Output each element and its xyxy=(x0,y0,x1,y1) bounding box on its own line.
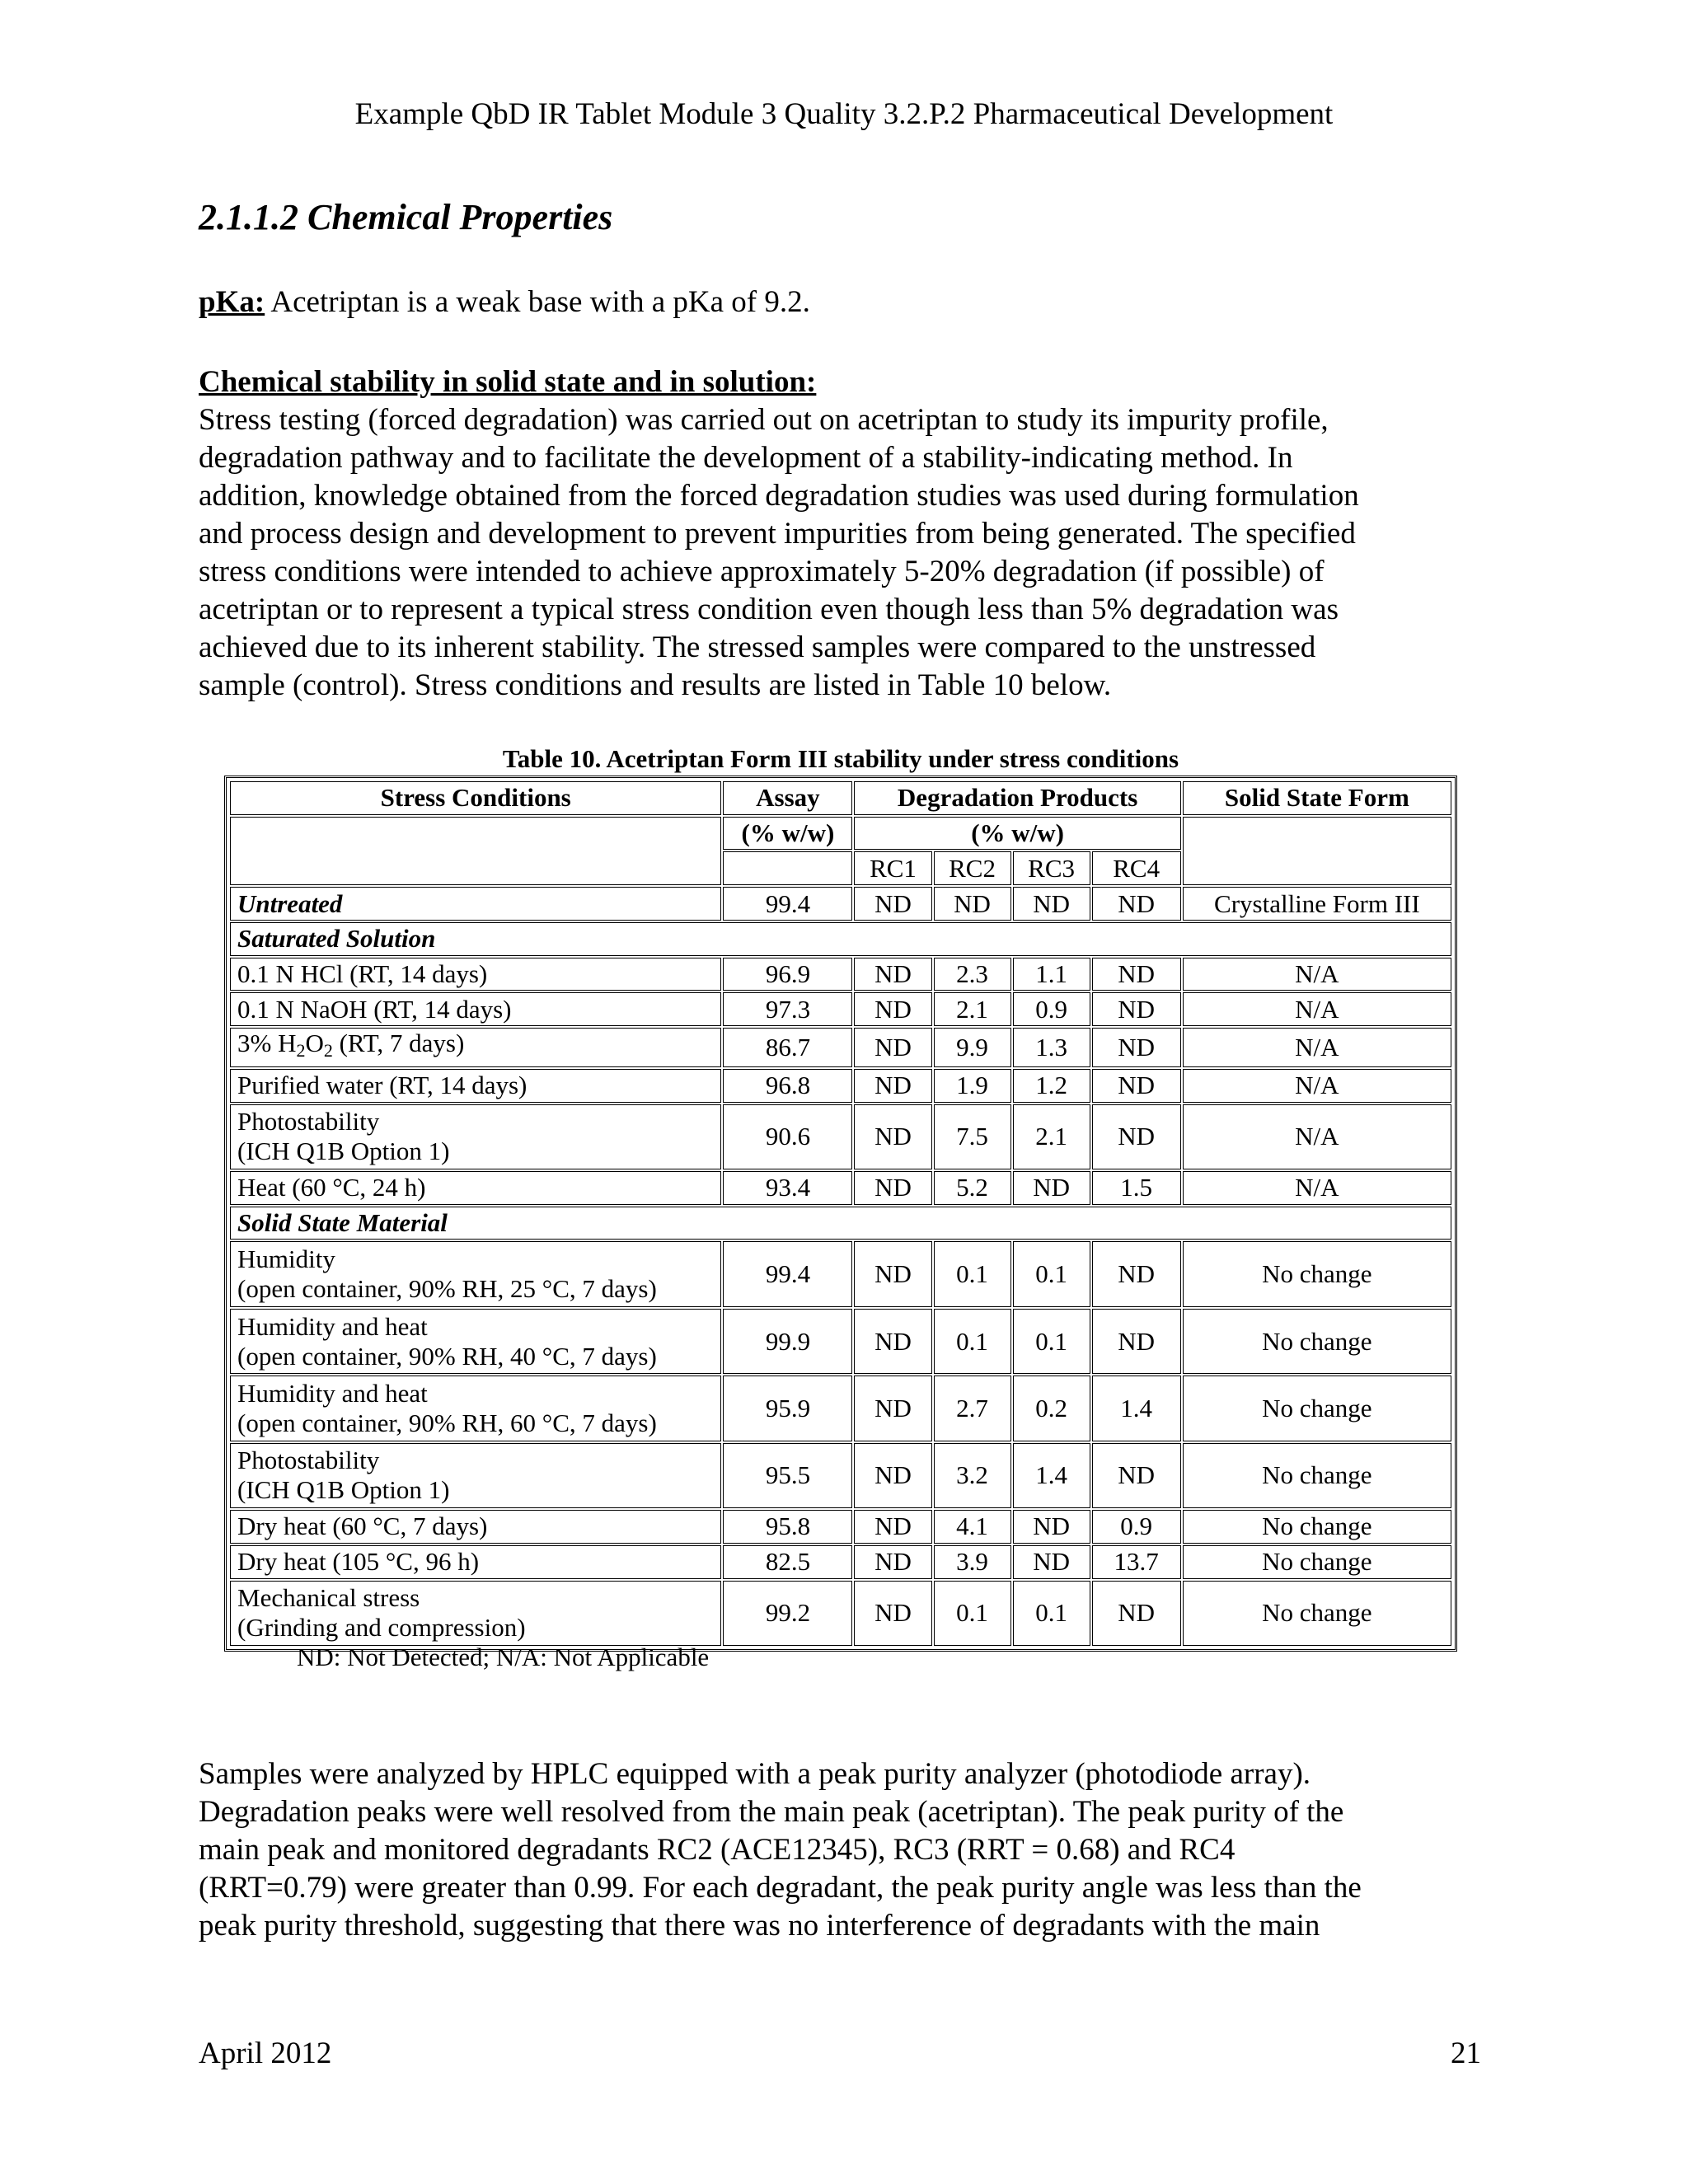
cell-condition: Dry heat (105 °C, 96 h) xyxy=(230,1545,721,1579)
cell-solid-state: N/A xyxy=(1183,1069,1451,1103)
cell-rc1: ND xyxy=(854,1309,931,1374)
header-rc1: RC1 xyxy=(854,851,931,885)
cell-rc4: 1.5 xyxy=(1092,1171,1181,1205)
cell-rc2: 3.2 xyxy=(934,1443,1011,1508)
cell-condition-line: (open container, 90% RH, 60 °C, 7 days) xyxy=(237,1408,657,1437)
cell-rc3: 0.1 xyxy=(1013,1581,1090,1647)
cell-rc2: 5.2 xyxy=(934,1171,1011,1205)
cell-rc4: 0.9 xyxy=(1092,1510,1181,1544)
cell-rc1: ND xyxy=(854,1104,931,1169)
paragraph-1 xyxy=(199,401,1484,705)
paragraph-line: (RRT=0.79) were greater than 0.99. For each degradant, the peak purity angle was less than the xyxy=(199,1871,1362,1905)
cell-rc3: 0.1 xyxy=(1013,1309,1090,1374)
header-rc4: RC4 xyxy=(1092,851,1181,885)
cell-assay: 97.3 xyxy=(723,992,852,1026)
cell-rc3: 0.1 xyxy=(1013,1241,1090,1306)
cell-rc2: 4.1 xyxy=(934,1510,1011,1544)
cell-rc1: ND xyxy=(854,1545,931,1579)
header-rc2: RC2 xyxy=(934,851,1011,885)
cell-rc4: ND xyxy=(1092,1309,1181,1374)
cell-rc2: 7.5 xyxy=(934,1104,1011,1169)
cell-assay: 95.8 xyxy=(723,1510,852,1544)
cell-rc4: ND xyxy=(1092,1581,1181,1647)
header-empty xyxy=(1183,817,1451,885)
cell-condition: Dry heat (60 °C, 7 days) xyxy=(230,1510,721,1544)
cell-rc3: ND xyxy=(1013,887,1090,921)
cell-rc4: ND xyxy=(1092,958,1181,991)
table-row xyxy=(230,1510,1451,1544)
stability-table xyxy=(224,776,1457,1652)
cell-assay: 95.5 xyxy=(723,1443,852,1508)
cell-rc4: ND xyxy=(1092,1028,1181,1067)
cell-assay: 99.9 xyxy=(723,1309,852,1374)
table-row xyxy=(230,1309,1451,1374)
cell-solid-state: No change xyxy=(1183,1241,1451,1306)
header-degradation: Degradation Products xyxy=(854,781,1180,815)
paragraph-line: addition, knowledge obtained from the forced degradation studies was used during formulation xyxy=(199,479,1359,513)
cell-solid-state: N/A xyxy=(1183,1028,1451,1067)
cell-assay: 99.2 xyxy=(723,1581,852,1647)
cell-solid-state: No change xyxy=(1183,1376,1451,1441)
pka-label: pKa: xyxy=(199,285,265,319)
section-title: 2.1.1.2 Chemical Properties xyxy=(199,197,613,237)
cell-rc3: ND xyxy=(1013,1171,1090,1205)
stability-heading: Chemical stability in solid state and in solution: xyxy=(199,365,817,399)
cell-rc4: ND xyxy=(1092,1069,1181,1103)
cell-solid-state: No change xyxy=(1183,1581,1451,1647)
cell-condition: 3% $H_2O_2$ (RT, 7 days) xyxy=(230,1028,721,1067)
paragraph-line: achieved due to its inherent stability. The stressed samples were compared to the unstressed xyxy=(199,630,1316,664)
cell-assay: 96.8 xyxy=(723,1069,852,1103)
header-assay-unit: (% w/w) xyxy=(723,817,852,851)
cell-condition-line: (Grinding and compression) xyxy=(237,1613,526,1643)
cell-solid-state: N/A xyxy=(1183,1104,1451,1169)
cell-rc4: ND xyxy=(1092,1443,1181,1508)
cell-rc1: ND xyxy=(854,1376,931,1441)
paragraph-line: degradation pathway and to facilitate the development of a stability-indicating method. In xyxy=(199,441,1293,475)
cell-condition: 0.1 N NaOH (RT, 14 days) xyxy=(230,992,721,1026)
footer-date: April 2012 xyxy=(199,2036,332,2070)
cell-rc3: 0.9 xyxy=(1013,992,1090,1026)
cell-rc2: 2.1 xyxy=(934,992,1011,1026)
cell-assay: 86.7 xyxy=(723,1028,852,1067)
paragraph-line: main peak and monitored degradants RC2 (ACE12345), RC3 (RRT = 0.68) and RC4 xyxy=(199,1833,1236,1867)
cell-condition-line: Humidity and heat xyxy=(237,1311,428,1341)
cell-condition-line: Mechanical stress xyxy=(237,1583,420,1613)
cell-assay: 95.9 xyxy=(723,1376,852,1441)
cell-condition-line: (ICH Q1B Option 1) xyxy=(237,1475,450,1505)
table-row xyxy=(230,1069,1451,1103)
cell-rc3: ND xyxy=(1013,1545,1090,1579)
cell-rc1: ND xyxy=(854,958,931,991)
cell-rc2: 3.9 xyxy=(934,1545,1011,1579)
cell-assay: 90.6 xyxy=(723,1104,852,1169)
header-solid-state: Solid State Form xyxy=(1183,781,1451,815)
cell-rc1: ND xyxy=(854,1028,931,1067)
header-stress: Stress Conditions xyxy=(230,781,721,815)
cell-rc2: 0.1 xyxy=(934,1581,1011,1647)
cell-solid-state: No change xyxy=(1183,1510,1451,1544)
section-solid-state-material: Solid State Material xyxy=(230,1207,1451,1240)
cell-rc3: ND xyxy=(1013,1510,1090,1544)
cell-condition-line: (open container, 90% RH, 25 °C, 7 days) xyxy=(237,1274,657,1304)
cell-rc1: ND xyxy=(854,992,931,1026)
cell-rc1: ND xyxy=(854,1443,931,1508)
table-caption: Table 10. Acetriptan Form III stability under stress conditions xyxy=(502,744,1179,773)
cell-solid-state: No change xyxy=(1183,1443,1451,1508)
cell-rc2: ND xyxy=(934,887,1011,921)
cell-solid-state: No change xyxy=(1183,1545,1451,1579)
cell-rc1: ND xyxy=(854,1581,931,1647)
header-empty xyxy=(230,817,721,885)
cell-assay: 82.5 xyxy=(723,1545,852,1579)
header-empty xyxy=(723,851,852,885)
header-rc3: RC3 xyxy=(1013,851,1090,885)
cell-condition: Untreated xyxy=(230,887,721,921)
table-note: ND: Not Detected; N/A: Not Applicable xyxy=(297,1643,710,1671)
cell-solid-state: N/A xyxy=(1183,958,1451,991)
table-row xyxy=(230,1028,1451,1067)
cell-rc3: 1.2 xyxy=(1013,1069,1090,1103)
cell-assay: 93.4 xyxy=(723,1171,852,1205)
cell-condition-line: Humidity and heat xyxy=(237,1378,428,1408)
cell-condition xyxy=(230,1581,721,1647)
paragraph-line: stress conditions were intended to achieve approximately 5-20% degradation (if possible) of xyxy=(199,555,1325,588)
cell-rc2: 0.1 xyxy=(934,1241,1011,1306)
paragraph-line: sample (control). Stress conditions and results are listed in Table 10 below. xyxy=(199,668,1112,702)
table-row xyxy=(230,1104,1451,1169)
cell-condition xyxy=(230,1376,721,1441)
cell-condition: 0.1 N HCl (RT, 14 days) xyxy=(230,958,721,991)
cell-assay: 96.9 xyxy=(723,958,852,991)
pka-text: Acetriptan is a weak base with a pKa of 9.2. xyxy=(270,285,810,319)
table-row xyxy=(230,1376,1451,1441)
table-row xyxy=(230,1443,1451,1508)
paragraph-line: peak purity threshold, suggesting that there was no interference of degradants with the main xyxy=(199,1909,1320,1943)
cell-rc1: ND xyxy=(854,1510,931,1544)
cell-rc2: 0.1 xyxy=(934,1309,1011,1374)
cell-condition-line: Photostability xyxy=(237,1446,380,1475)
cell-rc3: 2.1 xyxy=(1013,1104,1090,1169)
cell-condition: Heat (60 °C, 24 h) xyxy=(230,1171,721,1205)
cell-condition-line: (open container, 90% RH, 40 °C, 7 days) xyxy=(237,1341,657,1371)
cell-assay: 99.4 xyxy=(723,1241,852,1306)
pka-line xyxy=(199,284,810,320)
cell-assay: 99.4 xyxy=(723,887,852,921)
table-row xyxy=(230,887,1451,921)
cell-rc4: ND xyxy=(1092,992,1181,1026)
table-row xyxy=(230,1241,1451,1306)
cell-rc1: ND xyxy=(854,1241,931,1306)
paragraph-2 xyxy=(199,1755,1484,1945)
cell-condition xyxy=(230,1104,721,1169)
cell-condition-line: Photostability xyxy=(237,1107,380,1137)
cell-rc3: 1.4 xyxy=(1013,1443,1090,1508)
cell-rc2: 1.9 xyxy=(934,1069,1011,1103)
paragraph-line: Stress testing (forced degradation) was carried out on acetriptan to study its impurity profile, xyxy=(199,403,1329,437)
cell-rc4: 1.4 xyxy=(1092,1376,1181,1441)
page-header: Example QbD IR Tablet Module 3 Quality 3.2.P.2 Pharmaceutical Development xyxy=(354,97,1334,131)
table-row xyxy=(230,1171,1451,1205)
cell-solid-state: N/A xyxy=(1183,992,1451,1026)
header-degradation-unit: (% w/w) xyxy=(854,817,1180,851)
cell-rc4: ND xyxy=(1092,1241,1181,1306)
section-saturated-solution: Saturated Solution xyxy=(230,922,1451,956)
table-row xyxy=(230,992,1451,1026)
cell-rc1: ND xyxy=(854,887,931,921)
paragraph-line: Degradation peaks were well resolved from the main peak (acetriptan). The peak purity of the xyxy=(199,1795,1344,1829)
table-row xyxy=(230,1581,1451,1647)
cell-solid-state: N/A xyxy=(1183,1171,1451,1205)
cell-condition xyxy=(230,1309,721,1374)
cell-rc4: ND xyxy=(1092,887,1181,921)
paragraph-line: Samples were analyzed by HPLC equipped with a peak purity analyzer (photodiode array). xyxy=(199,1757,1311,1791)
paragraph-line: acetriptan or to represent a typical stress condition even though less than 5% degradation was xyxy=(199,593,1339,626)
cell-condition xyxy=(230,1443,721,1508)
table-row xyxy=(230,958,1451,991)
cell-rc1: ND xyxy=(854,1069,931,1103)
cell-condition xyxy=(230,1241,721,1306)
cell-rc3: 0.2 xyxy=(1013,1376,1090,1441)
cell-rc4: ND xyxy=(1092,1104,1181,1169)
table-row xyxy=(230,1545,1451,1579)
cell-solid-state: No change xyxy=(1183,1309,1451,1374)
cell-rc2: 9.9 xyxy=(934,1028,1011,1067)
cell-rc2: 2.3 xyxy=(934,958,1011,991)
header-assay: Assay xyxy=(723,781,852,815)
cell-rc3: 1.1 xyxy=(1013,958,1090,991)
page-number: 21 xyxy=(1451,2036,1481,2070)
cell-condition-line: Humidity xyxy=(237,1244,335,1274)
cell-rc4: 13.7 xyxy=(1092,1545,1181,1579)
paragraph-line: and process design and development to prevent impurities from being generated. The specified xyxy=(199,517,1356,551)
cell-condition-line: (ICH Q1B Option 1) xyxy=(237,1137,450,1166)
cell-condition: Purified water (RT, 14 days) xyxy=(230,1069,721,1103)
cell-rc1: ND xyxy=(854,1171,931,1205)
cell-rc3: 1.3 xyxy=(1013,1028,1090,1067)
cell-rc2: 2.7 xyxy=(934,1376,1011,1441)
cell-solid-state: Crystalline Form III xyxy=(1183,887,1451,921)
